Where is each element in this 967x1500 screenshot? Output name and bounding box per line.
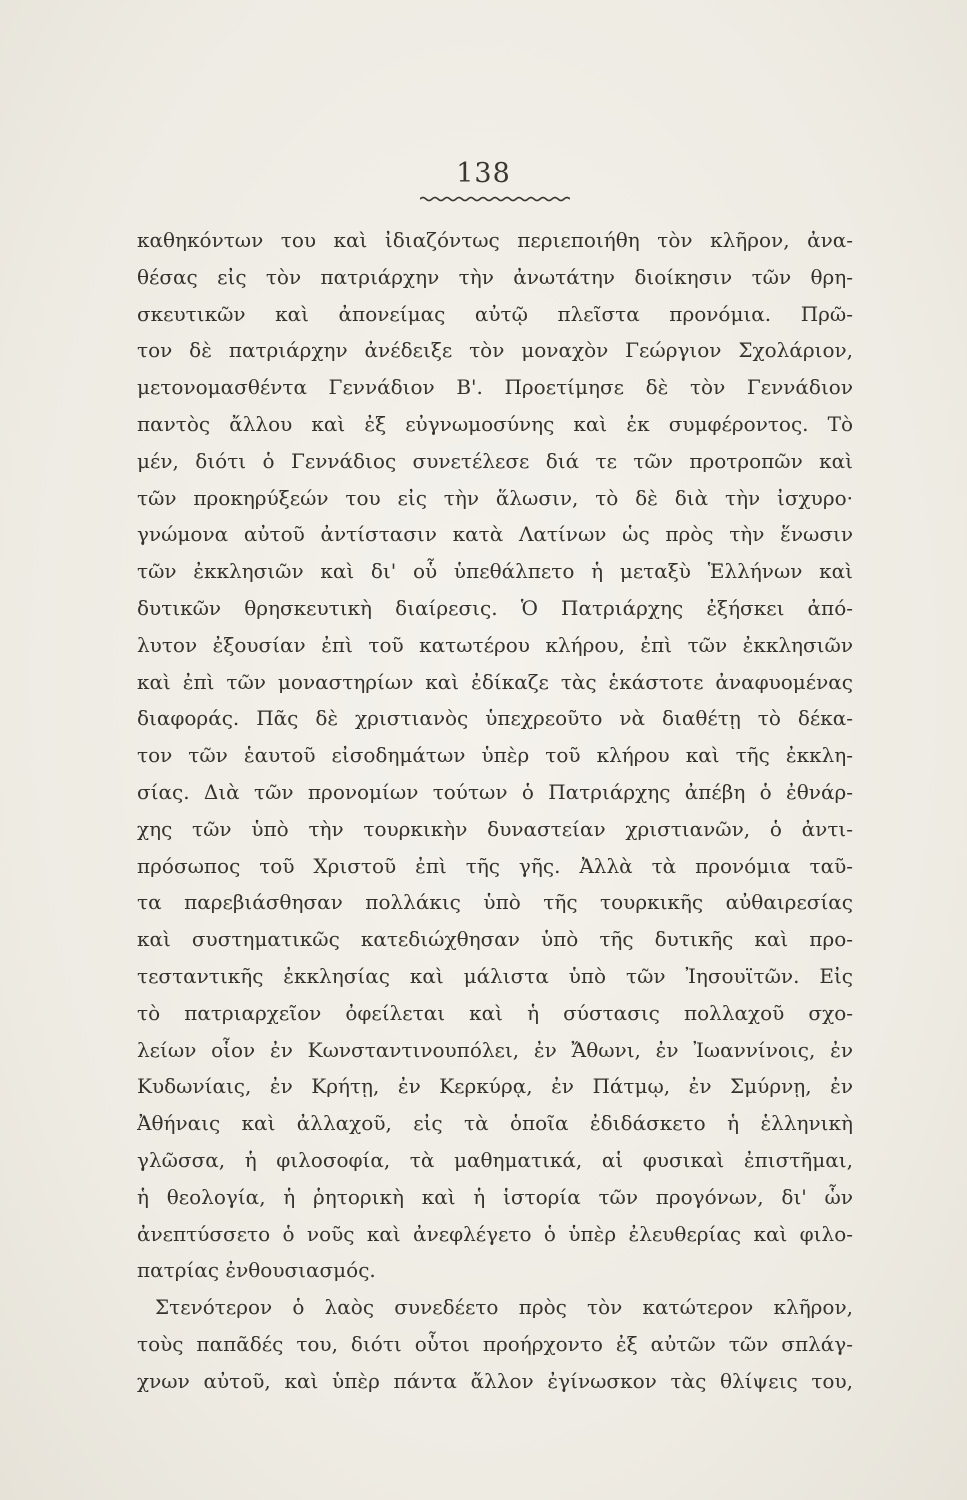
text-line: Ἀθήναις καὶ ἀλλαχοῦ, εἰς τὰ ὁποῖα ἐδιδάσκετο ἡ ἑλληνικὴ [137, 1111, 853, 1136]
text-line: Κυδωνίαις, ἐν Κρήτῃ, ἐν Κερκύρᾳ, ἐν Πάτμῳ, ἐν Σμύρνῃ, ἐν [137, 1074, 853, 1099]
text-line: χης τῶν ὑπὸ τὴν τουρκικὴν δυναστείαν χριστιανῶν, ὁ ἀντι- [137, 816, 853, 841]
text-line: ἀνεπτύσσετο ὁ νοῦς καὶ ἀνεφλέγετο ὁ ὑπὲρ ἐλευθερίας καὶ φιλο- [137, 1221, 853, 1246]
text-line: τῶν ἐκκλησιῶν καὶ δι' οὗ ὑπεθάλπετο ἡ μεταξὺ Ἑλλήνων καὶ [137, 559, 853, 584]
text-line: λείων οἷον ἐν Κωνσταντινουπόλει, ἐν Ἄθωνι, ἐν Ἰωαννίνοις, ἐν [137, 1037, 853, 1062]
text-line: τεσταντικῆς ἐκκλησίας καὶ μάλιστα ὑπὸ τῶν Ἰησουϊτῶν. Εἰς [137, 963, 853, 988]
text-line: τοὺς παπᾶδές του, διότι οὗτοι προήρχοντο ἐξ αὐτῶν τῶν σπλάγ- [137, 1331, 853, 1356]
text-line: δυτικῶν θρησκευτικὴ διαίρεσις. Ὁ Πατριάρχης ἐξήσκει ἀπό- [137, 595, 853, 620]
text-line: τον τῶν ἑαυτοῦ εἰσοδημάτων ὑπὲρ τοῦ κλήρου καὶ τῆς ἐκκλη- [137, 743, 853, 768]
text-line: σκευτικῶν καὶ ἀπονείμας αὐτῷ πλεῖστα προνόμια. Πρῶ- [137, 301, 853, 326]
page-number: 138 [456, 158, 511, 189]
text-line: μετονομασθέντα Γεννάδιον Β'. Προετίμησε δὲ τὸν Γεννάδιον [137, 375, 853, 400]
text-line: τῶν προκηρύξεών του εἰς τὴν ἅλωσιν, τὸ δὲ διὰ τὴν ἰσχυρο· [137, 485, 853, 510]
text-line: σίας. Διὰ τῶν προνομίων τούτων ὁ Πατριάρχης ἀπέβη ὁ ἐθνάρ- [137, 779, 853, 804]
text-line: τα παρεβιάσθησαν πολλάκις ὑπὸ τῆς τουρκικῆς αὐθαιρεσίας [137, 890, 853, 915]
text-line: γνώμονα αὐτοῦ ἀντίστασιν κατὰ Λατίνων ὡς πρὸς τὴν ἕνωσιν [137, 522, 853, 547]
text-line: χνων αὐτοῦ, καὶ ὑπὲρ πάντα ἄλλον ἐγίνωσκον τὰς θλίψεις του, [137, 1368, 853, 1393]
text-line: τὸ πατριαρχεῖον ὀφείλεται καὶ ἡ σύστασις πολλαχοῦ σχο- [137, 1000, 853, 1025]
text-line: διαφοράς. Πᾶς δὲ χριστιανὸς ὑπεχρεοῦτο νὰ διαθέτῃ τὸ δέκα- [137, 706, 853, 731]
text-line: πρόσωπος τοῦ Χριστοῦ ἐπὶ τῆς γῆς. Ἀλλὰ τὰ προνόμια ταῦ- [137, 853, 853, 878]
text-line: καὶ ἐπὶ τῶν μοναστηρίων καὶ ἐδίκαζε τὰς ἑκάστοτε ἀναφυομένας [137, 669, 853, 694]
text-line: καὶ συστηματικῶς κατεδιώχθησαν ὑπὸ τῆς δυτικῆς καὶ προ- [137, 927, 853, 952]
text-line: ἡ θεολογία, ἡ ῥητορικὴ καὶ ἡ ἱστορία τῶν προγόνων, δι' ὧν [137, 1184, 853, 1209]
text-line: μέν, διότι ὁ Γεννάδιος συνετέλεσε διά τε τῶν προτροπῶν καὶ [137, 448, 853, 473]
text-line: λυτον ἐξουσίαν ἐπὶ τοῦ κατωτέρου κλήρου, ἐπὶ τῶν ἐκκλησιῶν [137, 632, 853, 657]
decorative-rule [420, 196, 570, 202]
text-line: πατρίας ἐνθουσιασμός. [137, 1258, 376, 1283]
text-line: καθηκόντων του καὶ ἰδιαζόντως περιεποιήθη τὸν κλῆρον, ἀνα- [137, 228, 853, 252]
text-line: γλῶσσα, ἡ φιλοσοφία, τὰ μαθηματικά, αἱ φυσικαὶ ἐπιστῆμαι, [137, 1147, 853, 1172]
text-line: παντὸς ἄλλου καὶ ἐξ εὐγνωμοσύνης καὶ ἐκ συμφέροντος. Τὸ [137, 411, 853, 436]
body-text [137, 222, 853, 1400]
text-line: Στενότερον ὁ λαὸς συνεδέετο πρὸς τὸν κατώτερον κλῆρον, [155, 1295, 853, 1320]
text-line: τον δὲ πατριάρχην ἀνέδειξε τὸν μοναχὸν Γεώργιον Σχολάριον, [137, 338, 853, 363]
text-line: θέσας εἰς τὸν πατριάρχην τὴν ἀνωτάτην διοίκησιν τῶν θρη- [137, 264, 853, 289]
